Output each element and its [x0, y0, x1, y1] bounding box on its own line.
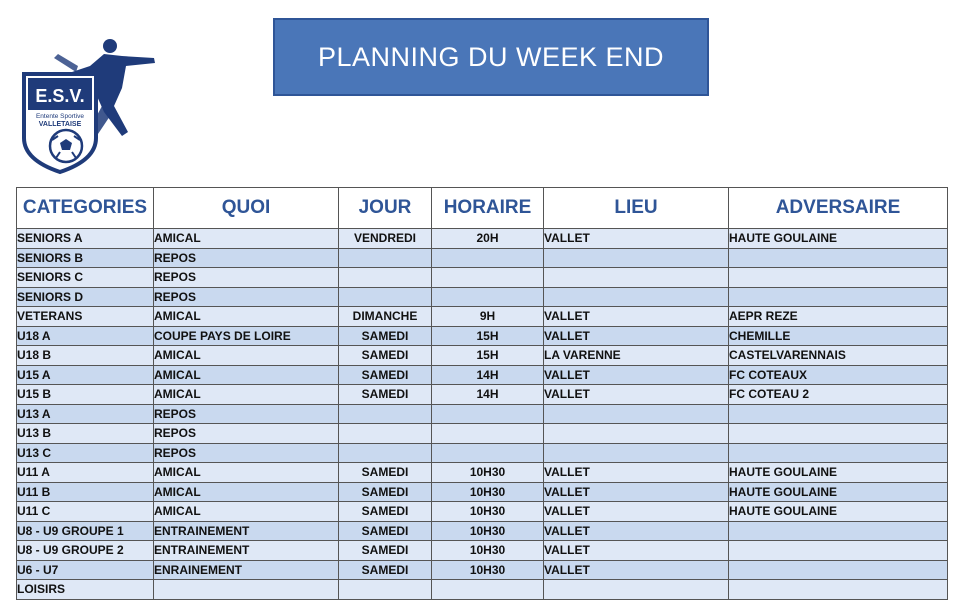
cell-horaire: 9H	[432, 307, 544, 327]
football-icon	[50, 130, 82, 162]
cell-jour: SAMEDI	[339, 463, 432, 483]
cell-lieu: VALLET	[544, 502, 729, 522]
cell-lieu: VALLET	[544, 307, 729, 327]
cell-horaire	[432, 580, 544, 600]
cell-adversaire	[729, 443, 948, 463]
cell-adversaire: HAUTE GOULAINE	[729, 229, 948, 249]
header-horaire: HORAIRE	[432, 188, 544, 229]
cell-quoi: REPOS	[154, 404, 339, 424]
cell-lieu: VALLET	[544, 541, 729, 561]
cell-lieu	[544, 287, 729, 307]
cell-categorie: U18 B	[17, 346, 154, 366]
cell-adversaire: AEPR REZE	[729, 307, 948, 327]
cell-lieu: VALLET	[544, 326, 729, 346]
header-categories: CATEGORIES	[17, 188, 154, 229]
cell-categorie: U11 A	[17, 463, 154, 483]
cell-adversaire: CASTELVARENNAIS	[729, 346, 948, 366]
table-row	[17, 404, 948, 424]
cell-quoi: AMICAL	[154, 385, 339, 405]
cell-jour	[339, 248, 432, 268]
cell-categorie: U15 B	[17, 385, 154, 405]
cell-horaire: 15H	[432, 326, 544, 346]
cell-adversaire: HAUTE GOULAINE	[729, 502, 948, 522]
weekend-schedule-table	[16, 187, 948, 600]
table-row	[17, 385, 948, 405]
cell-adversaire	[729, 541, 948, 561]
cell-horaire	[432, 268, 544, 288]
cell-adversaire	[729, 424, 948, 444]
cell-quoi: REPOS	[154, 287, 339, 307]
cell-adversaire	[729, 521, 948, 541]
cell-quoi: AMICAL	[154, 482, 339, 502]
cell-adversaire: HAUTE GOULAINE	[729, 482, 948, 502]
cell-lieu	[544, 580, 729, 600]
logo-line1: Entente Sportive	[35, 113, 85, 120]
cell-quoi: ENRAINEMENT	[154, 560, 339, 580]
cell-categorie: U6 - U7	[17, 560, 154, 580]
cell-jour: SAMEDI	[339, 502, 432, 522]
cell-quoi: AMICAL	[154, 463, 339, 483]
cell-lieu: VALLET	[544, 521, 729, 541]
cell-lieu: VALLET	[544, 385, 729, 405]
cell-quoi: AMICAL	[154, 229, 339, 249]
cell-adversaire: FC COTEAUX	[729, 365, 948, 385]
table-row	[17, 248, 948, 268]
cell-lieu: VALLET	[544, 560, 729, 580]
cell-adversaire	[729, 268, 948, 288]
header-quoi: QUOI	[154, 188, 339, 229]
cell-categorie: U11 C	[17, 502, 154, 522]
cell-categorie: U11 B	[17, 482, 154, 502]
table-row	[17, 541, 948, 561]
cell-quoi: ENTRAINEMENT	[154, 541, 339, 561]
cell-horaire	[432, 443, 544, 463]
cell-jour: SAMEDI	[339, 326, 432, 346]
cell-categorie: U8 - U9 GROUPE 2	[17, 541, 154, 561]
cell-jour: SAMEDI	[339, 541, 432, 561]
cell-jour: SAMEDI	[339, 346, 432, 366]
header-adversaire: ADVERSAIRE	[729, 188, 948, 229]
cell-lieu: VALLET	[544, 365, 729, 385]
table-row	[17, 580, 948, 600]
cell-adversaire: HAUTE GOULAINE	[729, 463, 948, 483]
cell-jour	[339, 404, 432, 424]
cell-lieu	[544, 443, 729, 463]
cell-lieu: VALLET	[544, 463, 729, 483]
cell-horaire: 10H30	[432, 463, 544, 483]
table-row	[17, 502, 948, 522]
cell-lieu	[544, 248, 729, 268]
cell-categorie: SENIORS B	[17, 248, 154, 268]
cell-quoi: AMICAL	[154, 346, 339, 366]
cell-categorie: SENIORS C	[17, 268, 154, 288]
cell-horaire: 10H30	[432, 560, 544, 580]
cell-categorie: VETERANS	[17, 307, 154, 327]
cell-adversaire	[729, 404, 948, 424]
cell-horaire: 14H	[432, 385, 544, 405]
club-crest-icon	[18, 36, 160, 176]
cell-adversaire: CHEMILLE	[729, 326, 948, 346]
cell-quoi: ENTRAINEMENT	[154, 521, 339, 541]
cell-adversaire: FC COTEAU 2	[729, 385, 948, 405]
cell-jour: DIMANCHE	[339, 307, 432, 327]
cell-lieu	[544, 268, 729, 288]
cell-quoi: REPOS	[154, 268, 339, 288]
cell-lieu	[544, 424, 729, 444]
cell-quoi	[154, 580, 339, 600]
cell-jour: SAMEDI	[339, 385, 432, 405]
cell-horaire: 20H	[432, 229, 544, 249]
table-row	[17, 287, 948, 307]
cell-horaire: 14H	[432, 365, 544, 385]
cell-horaire: 10H30	[432, 541, 544, 561]
page-title-banner	[273, 18, 709, 96]
table-row	[17, 326, 948, 346]
club-logo	[18, 36, 160, 176]
cell-quoi: COUPE PAYS DE LOIRE	[154, 326, 339, 346]
cell-categorie: LOISIRS	[17, 580, 154, 600]
cell-horaire	[432, 424, 544, 444]
cell-lieu: VALLET	[544, 229, 729, 249]
cell-adversaire	[729, 248, 948, 268]
table-row	[17, 307, 948, 327]
table-row	[17, 443, 948, 463]
cell-horaire: 15H	[432, 346, 544, 366]
cell-adversaire	[729, 287, 948, 307]
cell-jour	[339, 287, 432, 307]
cell-adversaire	[729, 580, 948, 600]
table-row	[17, 424, 948, 444]
table-row	[17, 463, 948, 483]
logo-line2: VALLETAISE	[38, 121, 82, 128]
cell-jour: SAMEDI	[339, 521, 432, 541]
cell-jour: VENDREDI	[339, 229, 432, 249]
cell-categorie: SENIORS D	[17, 287, 154, 307]
cell-horaire: 10H30	[432, 502, 544, 522]
cell-categorie: U15 A	[17, 365, 154, 385]
cell-jour	[339, 443, 432, 463]
header-lieu: LIEU	[544, 188, 729, 229]
cell-quoi: REPOS	[154, 248, 339, 268]
cell-jour: SAMEDI	[339, 482, 432, 502]
cell-adversaire	[729, 560, 948, 580]
cell-quoi: AMICAL	[154, 307, 339, 327]
logo-initials: E.S.V.	[35, 86, 85, 106]
table-header-row	[17, 188, 948, 229]
page-title: PLANNING DU WEEK END	[317, 41, 665, 72]
cell-quoi: AMICAL	[154, 502, 339, 522]
cell-jour: SAMEDI	[339, 560, 432, 580]
table-row	[17, 268, 948, 288]
table-row	[17, 365, 948, 385]
cell-lieu: LA VARENNE	[544, 346, 729, 366]
table-row	[17, 521, 948, 541]
cell-categorie: U13 B	[17, 424, 154, 444]
cell-lieu	[544, 404, 729, 424]
table-row	[17, 560, 948, 580]
cell-quoi: AMICAL	[154, 365, 339, 385]
cell-jour	[339, 268, 432, 288]
cell-horaire: 10H30	[432, 482, 544, 502]
cell-lieu: VALLET	[544, 482, 729, 502]
cell-horaire	[432, 287, 544, 307]
table-row	[17, 346, 948, 366]
cell-jour: SAMEDI	[339, 365, 432, 385]
cell-horaire	[432, 248, 544, 268]
cell-quoi: REPOS	[154, 443, 339, 463]
cell-quoi: REPOS	[154, 424, 339, 444]
cell-horaire: 10H30	[432, 521, 544, 541]
header-jour: JOUR	[339, 188, 432, 229]
cell-horaire	[432, 404, 544, 424]
cell-categorie: U13 C	[17, 443, 154, 463]
cell-categorie: U8 - U9 GROUPE 1	[17, 521, 154, 541]
cell-jour	[339, 424, 432, 444]
cell-categorie: U13 A	[17, 404, 154, 424]
table-row	[17, 229, 948, 249]
table-row	[17, 482, 948, 502]
cell-categorie: U18 A	[17, 326, 154, 346]
cell-categorie: SENIORS A	[17, 229, 154, 249]
cell-jour	[339, 580, 432, 600]
